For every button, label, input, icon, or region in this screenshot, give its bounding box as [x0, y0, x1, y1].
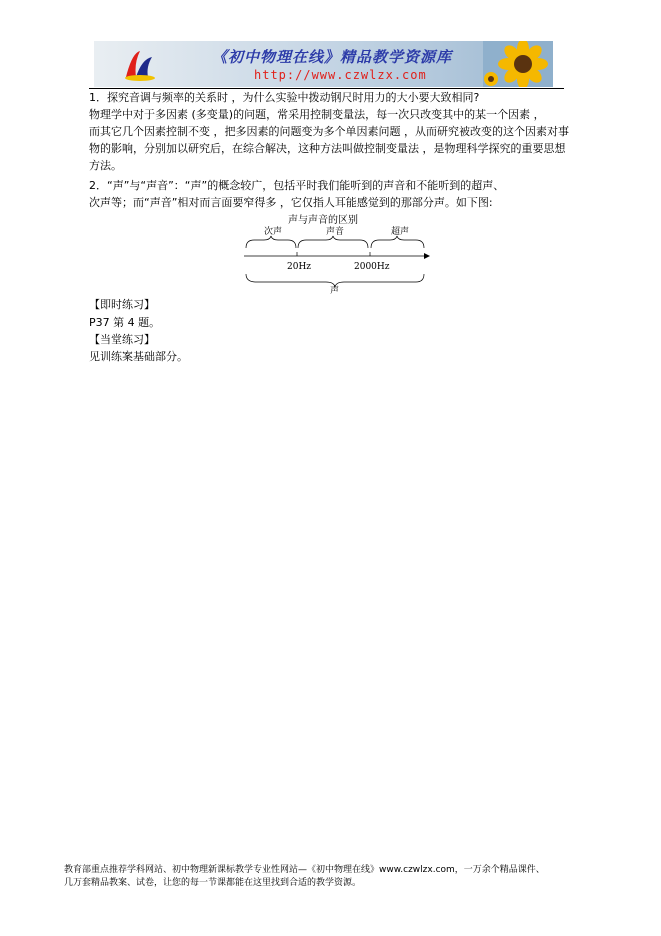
axis-arrow-icon — [424, 253, 430, 259]
footer-line-2: 几万套精品教案、试卷，让您的每一节课都能在这里找到合适的教学资源。 — [64, 878, 362, 888]
footer-line-1: 教育部重点推荐学科网站、初中物理新课标教学专业性网站—《初中物理在线》www.czwlzx.com，一万余个精品课件、 — [64, 865, 545, 875]
question-1-line-3: 物的影响，分别加以研究后，在综合解决，这种方法叫做控制变量法 ，是物理科学探究的重要思想 — [89, 142, 566, 155]
label-infrasound: 次声 — [264, 227, 283, 237]
banner-title: 《初中物理在线》精品教学资源库 — [212, 48, 453, 66]
exercise-2-text: 见训练案基础部分。 — [89, 350, 188, 363]
question-2-line-1: 2．“声”与“声音”：“声”的概念较广，包括平时我们能听到的声音和不能听到的超声、 — [89, 179, 505, 192]
question-1-line-2: 而其它几个因素控制不变 ，把多因素的问题变为多个单因素问题 ，从而研究被改变的这个因素对事 — [89, 125, 569, 138]
exercise-1-text: P37 第 4 题。 — [89, 316, 161, 329]
question-1-title: 1．探究音调与频率的关系时 ，为什么实验中拨动钢尺时用力的大小要大致相同? — [89, 91, 480, 104]
brace-infrasound — [246, 236, 296, 248]
question-1-line-4: 方法。 — [89, 159, 122, 172]
sound-range-diagram — [240, 222, 435, 294]
sunflower-icon — [483, 41, 553, 87]
banner-url[interactable]: http://www.czwlzx.com — [254, 68, 427, 82]
label-ultrasound: 超声 — [391, 227, 410, 237]
question-1-line-1: 物理学中对于多因素 (多变量)的问题，常采用控制变量法，每一次只改变其中的某一个因素 ， — [89, 108, 545, 121]
tick-label-20hz: 20Hz — [287, 262, 312, 272]
exercise-1-label: 【即时练习】 — [89, 298, 155, 311]
tick-label-2000hz: 2000Hz — [354, 262, 390, 272]
question-2-line-2: 次声等；而“声音”相对而言面要窄得多 ，它仅指人耳能感觉到的那部分声。如下图: — [89, 196, 493, 209]
label-sound: 声音 — [326, 227, 345, 237]
label-all-sound: 声 — [330, 286, 340, 294]
header-banner — [94, 41, 553, 87]
exercise-2-label: 【当堂练习】 — [89, 333, 155, 346]
brace-ultrasound — [371, 236, 424, 248]
site-logo-icon — [122, 47, 158, 83]
figure-title: 声与声音的区别 — [288, 215, 358, 226]
brace-sound — [298, 236, 368, 248]
